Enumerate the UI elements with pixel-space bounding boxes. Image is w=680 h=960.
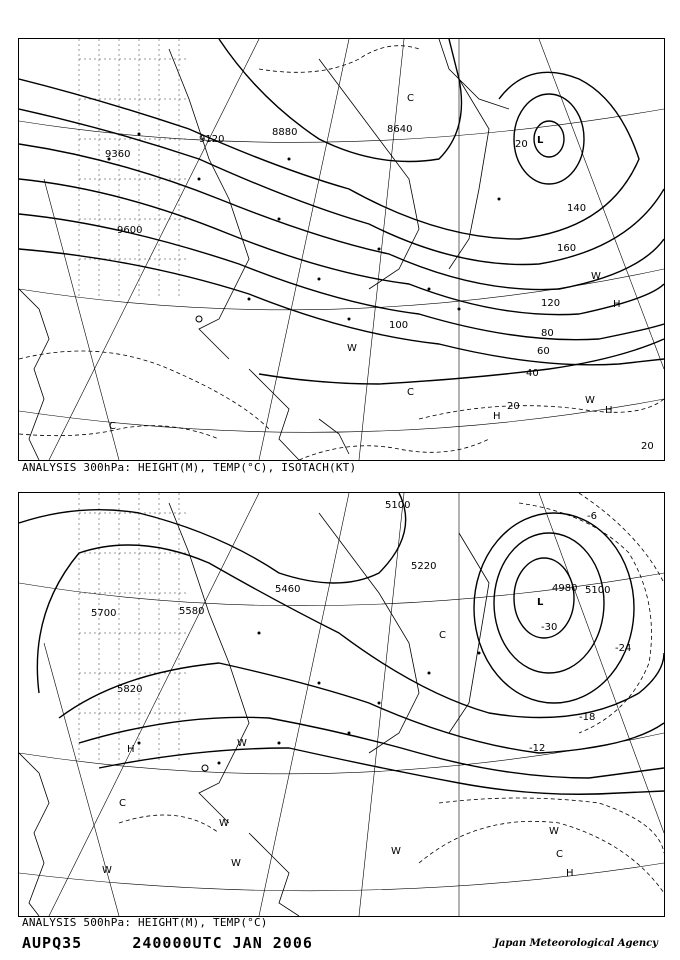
height-label-5460: 5460	[275, 584, 301, 595]
height-labels	[91, 500, 610, 695]
center-W3: W	[102, 865, 112, 876]
isotach-label-120: 120	[541, 298, 561, 309]
center-H2: H	[566, 868, 574, 879]
isotach-label-160: 160	[557, 243, 577, 254]
height-label-9600: 9600	[117, 225, 143, 236]
center-C2: C	[119, 798, 126, 809]
chart-identifier: AUPQ35 240000UTC JAN 2006	[22, 934, 313, 952]
height-label-9120: 9120	[199, 134, 225, 145]
height-contours	[19, 39, 664, 365]
temp-label-18: -18	[579, 712, 596, 723]
station-plots	[138, 632, 481, 772]
center-H3: H	[613, 299, 621, 310]
height-label-5220: 5220	[411, 561, 437, 572]
center-C3: C	[109, 421, 116, 432]
height-label-5700: 5700	[91, 608, 117, 619]
height-label-8880: 8880	[272, 127, 298, 138]
map-500hpa	[18, 492, 665, 917]
height-label-5580: 5580	[179, 606, 205, 617]
map-500hpa-canvas	[19, 493, 664, 916]
center-W3: W	[591, 271, 601, 282]
map-300hpa-canvas	[19, 39, 664, 460]
caption-500hpa: ANALYSIS 500hPa: HEIGHT(M), TEMP(°C)	[22, 916, 268, 929]
height-label-5100b: 5100	[585, 585, 611, 596]
center-W5: W	[549, 826, 559, 837]
center-W2: W	[231, 858, 241, 869]
center-W6: W	[237, 738, 247, 749]
temp-label-12: -12	[529, 743, 546, 754]
height-label-5100: 5100	[385, 500, 411, 511]
height-label-4980: 4980	[552, 583, 578, 594]
center-H: H	[127, 744, 135, 755]
center-L: L	[537, 135, 544, 146]
isotach-label-20c: 20	[641, 441, 654, 452]
isotach-label-20: 20	[515, 139, 528, 150]
center-W4: W	[391, 846, 401, 857]
isotach-label-80: 80	[541, 328, 554, 339]
coastlines	[19, 39, 509, 460]
center-C: C	[439, 630, 446, 641]
height-label-9360: 9360	[105, 149, 131, 160]
center-C: C	[407, 93, 414, 104]
isotach-label-100: 100	[389, 320, 409, 331]
graticule	[19, 493, 664, 916]
isotach-label-20b: 20	[507, 401, 520, 412]
center-L: L	[537, 597, 544, 608]
center-C2: C	[407, 387, 414, 398]
isotach-label-60: 60	[537, 346, 550, 357]
isotach-label-40: 40	[526, 368, 539, 379]
isotherms	[119, 493, 664, 893]
height-contours	[19, 493, 664, 794]
center-W: W	[347, 343, 357, 354]
isotach-label-140: 140	[567, 203, 587, 214]
center-H2: H	[493, 411, 501, 422]
caption-300hpa: ANALYSIS 300hPa: HEIGHT(M), TEMP(°C), ISOTACH(KT)	[22, 461, 357, 474]
isotach-40	[259, 339, 664, 384]
center-C3: C	[556, 849, 563, 860]
pressure-centers	[102, 597, 574, 879]
center-W: W	[219, 818, 229, 829]
map-300hpa	[18, 38, 665, 461]
temp-label-30: -30	[541, 622, 558, 633]
temp-label-24: -24	[615, 643, 632, 654]
temp-label-6: -6	[587, 511, 597, 522]
center-H: H	[605, 405, 613, 416]
isotach-labels	[389, 139, 654, 452]
height-label-5820: 5820	[117, 684, 143, 695]
center-W2: W	[585, 395, 595, 406]
agency-name: Japan Meteorological Agency	[494, 938, 658, 949]
height-label-8640: 8640	[387, 124, 413, 135]
